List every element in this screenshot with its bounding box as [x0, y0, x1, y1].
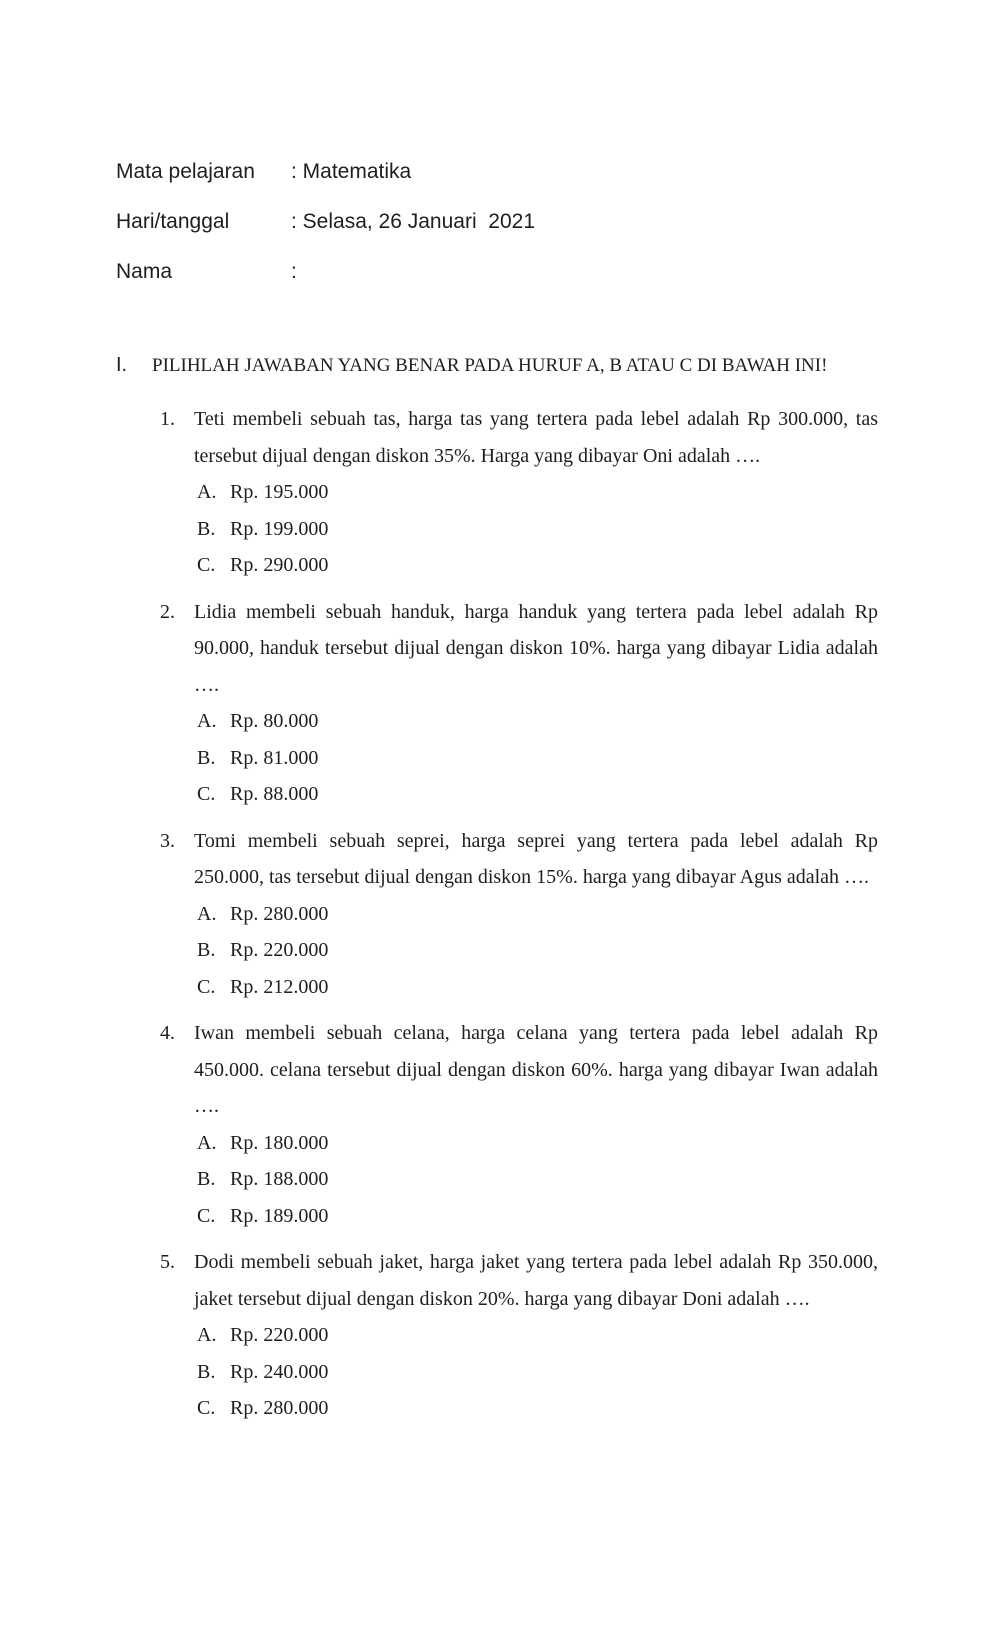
option-text: Rp. 195.000 — [230, 481, 329, 503]
option-c — [194, 547, 878, 584]
question-3 — [160, 823, 878, 1006]
section-title: PILIHLAH JAWABAN YANG BENAR PADA HURUF A, B ATAU C DI BAWAH INI! — [152, 355, 828, 376]
option-b — [194, 1161, 878, 1198]
option-letter: C. — [197, 975, 216, 998]
exam-header — [116, 160, 535, 310]
option-b — [194, 1354, 878, 1391]
option-text: Rp. 189.000 — [230, 1204, 329, 1227]
question-number: 5. — [160, 1251, 175, 1273]
option-text: Rp. 188.000 — [230, 1168, 329, 1190]
question-2 — [160, 594, 878, 813]
option-text: Rp. 180.000 — [230, 1131, 329, 1154]
option-c — [194, 776, 878, 813]
subject-value: : Matematika — [291, 160, 412, 183]
question-number: 3. — [160, 829, 175, 852]
question-text: Dodi membeli sebuah jaket, harga jaket yang tertera pada lebel adalah Rp 350.000, jaket tersebut dijual dengan diskon 20%. harga yang dibayar Doni adalah …. — [194, 1251, 878, 1310]
question-number: 2. — [160, 600, 175, 623]
question-text: Lidia membeli sebuah handuk, harga handuk yang tertera pada lebel adalah Rp 90.000, handuk tersebut dijual dengan diskon 10%. harga yang dibayar Lidia adalah …. — [194, 600, 878, 696]
header-row-subject — [116, 160, 535, 210]
name-label: Nama — [116, 260, 173, 283]
option-letter: B. — [197, 1360, 216, 1383]
option-a — [194, 896, 878, 933]
option-letter: B. — [197, 1168, 216, 1190]
option-a — [194, 703, 878, 740]
header-row-date — [116, 210, 535, 260]
option-c — [194, 1390, 878, 1427]
option-letter: C. — [197, 1204, 216, 1227]
header-row-name — [116, 260, 535, 310]
question-number: 1. — [160, 408, 175, 430]
question-text: Iwan membeli sebuah celana, harga celana yang tertera pada lebel adalah Rp 450.000. celana tersebut dijual dengan diskon 60%. harga yang dibayar Iwan adalah …. — [194, 1022, 878, 1117]
option-a — [194, 474, 878, 511]
option-b — [194, 932, 878, 969]
section-number: I. — [116, 354, 128, 376]
option-b — [194, 740, 878, 777]
option-text: Rp. 280.000 — [230, 1397, 329, 1419]
question-list — [160, 401, 878, 1437]
option-text: Rp. 220.000 — [230, 939, 329, 961]
name-value: : — [291, 260, 297, 283]
option-text: Rp. 88.000 — [230, 783, 319, 805]
option-text: Rp. 290.000 — [230, 554, 329, 576]
question-5 — [160, 1244, 878, 1427]
date-label: Hari/tanggal — [116, 210, 230, 233]
option-text: Rp. 220.000 — [230, 1324, 329, 1346]
option-a — [194, 1125, 878, 1162]
option-letter: A. — [197, 481, 217, 503]
section-heading — [116, 354, 876, 377]
option-letter: A. — [197, 1324, 217, 1346]
option-letter: B. — [197, 939, 216, 961]
option-c — [194, 969, 878, 1006]
option-letter: A. — [197, 710, 217, 732]
option-b — [194, 511, 878, 548]
option-text: Rp. 199.000 — [230, 517, 329, 540]
option-letter: C. — [197, 554, 216, 576]
option-letter: C. — [197, 1397, 216, 1419]
option-letter: A. — [197, 1131, 217, 1154]
question-4 — [160, 1015, 878, 1234]
question-text: Tomi membeli sebuah seprei, harga seprei yang tertera pada lebel adalah Rp 250.000, tas tersebut dijual dengan diskon 15%. harga yang dibayar Agus adalah …. — [194, 829, 878, 888]
option-c — [194, 1198, 878, 1235]
question-text: Teti membeli sebuah tas, harga tas yang tertera pada lebel adalah Rp 300.000, tas tersebut dijual dengan diskon 35%. Harga yang dibayar Oni adalah …. — [194, 408, 878, 467]
subject-label: Mata pelajaran — [116, 160, 255, 183]
question-1 — [160, 401, 878, 584]
option-letter: B. — [197, 746, 216, 769]
option-letter: A. — [197, 902, 217, 925]
question-number: 4. — [160, 1022, 175, 1044]
option-letter: B. — [197, 517, 216, 540]
option-a — [194, 1317, 878, 1354]
date-value: : Selasa, 26 Januari 2021 — [291, 210, 536, 233]
option-letter: C. — [197, 783, 216, 805]
option-text: Rp. 240.000 — [230, 1360, 329, 1383]
option-text: Rp. 212.000 — [230, 975, 329, 998]
option-text: Rp. 280.000 — [230, 902, 329, 925]
option-text: Rp. 80.000 — [230, 710, 319, 732]
option-text: Rp. 81.000 — [230, 746, 319, 769]
